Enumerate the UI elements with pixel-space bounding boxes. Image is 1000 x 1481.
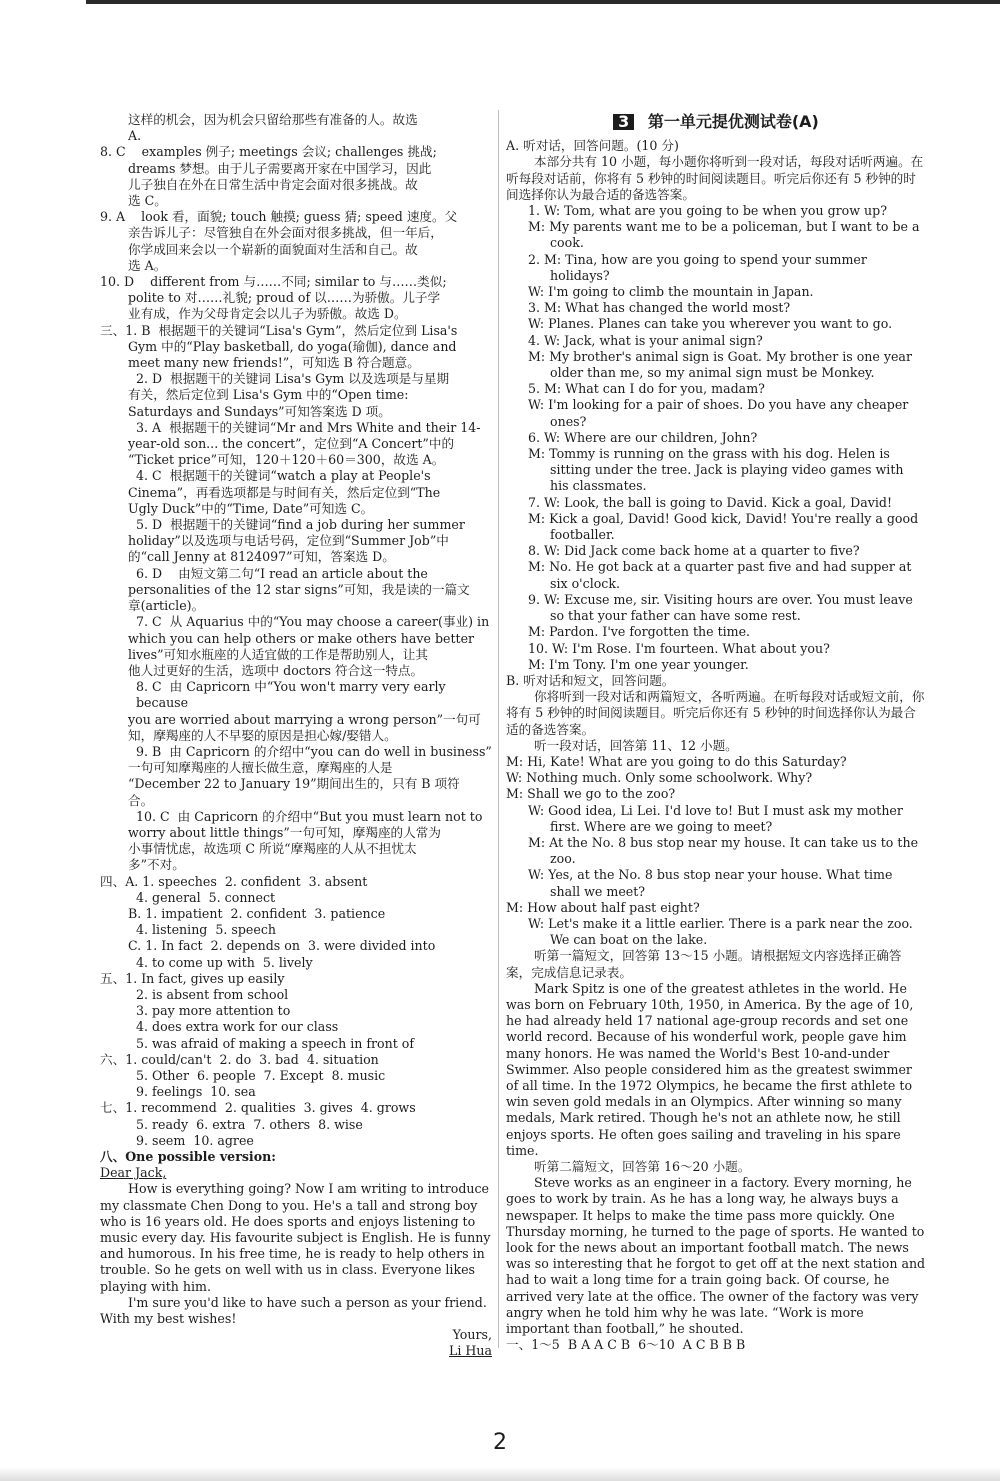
answer-line: 6. D 由短文第二句“I read an article about the bbox=[136, 565, 428, 581]
answer-line: 有关，然后定位到 Lisa's Gym 中的“Open time: bbox=[128, 387, 409, 403]
answer-line: C. 1. In fact 2. depends on 3. were divided into bbox=[128, 938, 436, 954]
answer-line: Ugly Duck”中的“Time, Date”可知选 C。 bbox=[128, 500, 374, 516]
answer-line: 五、1. In fact, gives up easily bbox=[100, 970, 285, 986]
transcript-line: 6. W: Where are our children, John? bbox=[528, 429, 758, 445]
answer-line: 他人过更好的生活，选项中 doctors 符合这一特点。 bbox=[128, 662, 424, 678]
answer-line: 5. Other 6. people 7. Except 8. music bbox=[136, 1067, 386, 1083]
transcript-line: M: I'm Tony. I'm one year younger. bbox=[528, 656, 749, 672]
answer-line: 8. C 由 Capricorn 中“You won't marry very early because bbox=[136, 679, 450, 711]
answer-line: worry about little things”一句可知，摩羯座的人常为 bbox=[128, 824, 441, 840]
answer-line: 选 C。 bbox=[128, 193, 167, 209]
answer-line: 章(article)。 bbox=[128, 598, 205, 614]
answer-line: 3. A 根据题干的关键词“Mr and Mrs White and their 14- bbox=[136, 419, 481, 435]
answer-line: Cinema”，再看选项都是与时间有关，然后定位到“The bbox=[128, 484, 441, 500]
letter-signature: Li Hua bbox=[449, 1343, 492, 1359]
transcript-line: A. 听对话，回答问题。(10 分) bbox=[506, 138, 679, 154]
answer-line: 9. seem 10. agree bbox=[136, 1132, 254, 1148]
answer-line: 亲告诉儿子：尽管独自在外会面对很多挑战，但一年后， bbox=[128, 225, 443, 241]
transcript-line: 1. W: Tom, what are you going to be when you grow up? bbox=[528, 203, 887, 219]
answer-line: 9. B 由 Capricorn 的介绍中“you can do well in business” bbox=[136, 743, 492, 759]
transcript-line: 本部分共有 10 小题，每小题你将听到一段对话，每段对话听两遍。在听每段对话前，你将有 5 秒钟的时间阅读题目。听完后你还有 5 秒钟的时间选择你认为最合适的备选答案。 bbox=[506, 154, 924, 202]
transcript-line: M: Kick a goal, David! Good kick, David! You're really a good footballer. bbox=[528, 510, 923, 543]
answer-line: 四、A. 1. speeches 2. confident 3. absent bbox=[100, 873, 368, 889]
transcript-line: M: No. He got back at a quarter past five and had supper at six o'clock. bbox=[528, 559, 916, 591]
transcript-line: 10. W: I'm Rose. I'm fourteen. What about you? bbox=[528, 640, 830, 656]
transcript-line: M: My brother's animal sign is Goat. My brother is one year older than me, so my animal sign must be Monkey. bbox=[528, 348, 916, 381]
answer-line: 2. is absent from school bbox=[136, 986, 289, 1002]
answer-line: B. 1. impatient 2. confident 3. patience bbox=[128, 905, 386, 921]
answer-line: Gym 中的“Play basketball, do yoga(瑜伽), dance and bbox=[128, 338, 457, 354]
answer-line: 选 A。 bbox=[128, 257, 167, 273]
transcript-line: W: Let's make it a little earlier. There is a park near the zoo. We can boat on the lake. bbox=[528, 915, 917, 948]
transcript-line: 听第二篇短文，回答第 16～20 小题。 bbox=[534, 1159, 751, 1174]
answer-line: A. bbox=[128, 128, 142, 144]
transcript-line: W: Good idea, Li Lei. I'd love to! But I must ask my mother first. Where are we going to meet? bbox=[528, 802, 907, 834]
letter-paragraph: I'm sure you'd like to have such a person as your friend. With my best wishes! bbox=[100, 1294, 491, 1327]
answer-line: 9. feelings 10. sea bbox=[136, 1084, 256, 1100]
transcript-line: B. 听对话和短文，回答问题。 bbox=[506, 672, 675, 688]
transcript-line: W: Yes, at the No. 8 bus stop near your house. What time shall we meet? bbox=[528, 867, 897, 899]
answer-line: which you can help others or make others have better bbox=[128, 630, 475, 646]
answer-line: 的“call Jenny at 8124097”可知，答案选 D。 bbox=[128, 549, 395, 565]
right-column bbox=[506, 112, 930, 1353]
transcript-line: 9. W: Excuse me, sir. Visiting hours are over. You must leave so that your father can have some rest. bbox=[528, 591, 917, 624]
transcript-line: 8. W: Did Jack come back home at a quarter to five? bbox=[528, 543, 860, 559]
answer-line: Saturdays and Sundays”可知答案选 D 项。 bbox=[128, 403, 391, 419]
answer-line: 9. A look 看，面貌; touch 触摸; guess 猜; speed 速度。父 bbox=[100, 209, 458, 225]
listening-transcript bbox=[506, 138, 930, 1353]
answer-line: 4. listening 5. speech bbox=[136, 922, 276, 938]
answer-line: 合。 bbox=[128, 792, 154, 808]
answer-line: 知，摩羯座的人不早娶的原因是担心嫁/娶错人。 bbox=[128, 727, 397, 743]
letter-paragraph: How is everything going? Now I am writing to introduce my classmate Chen Dong to you. He's a tall and strong boy who is 16 years old. He does sports and enjoys listening to music every day. His favourite subject is English. He is funny and humorous. In his free time, he is ready to help others in trouble. So he gets on well with us in class. Everyone likes playing with him. bbox=[100, 1181, 495, 1294]
transcript-line: M: Shall we go to the zoo? bbox=[506, 786, 676, 802]
section-number: 3 bbox=[613, 114, 634, 130]
answer-line: 一句可知摩羯座的人擅长做生意，摩羯座的人是 bbox=[128, 760, 393, 776]
answer-line: 7. C 从 Aquarius 中的“You may choose a career(事业) in bbox=[136, 614, 490, 630]
answer-line: 5. was afraid of making a speech in front of bbox=[136, 1035, 415, 1051]
answer-line: 你学成回来会以一个崭新的面貌面对生活和自己。故 bbox=[128, 241, 418, 257]
transcript-line: 听第一篇短文，回答第 13～15 小题。请根据短文内容选择正确答案，完成信息记录表。 bbox=[506, 948, 902, 980]
sample-letter bbox=[100, 1165, 495, 1359]
answer-line: 业有成，作为父母肯定会以儿子为骄傲。故选 D。 bbox=[128, 306, 407, 322]
answer-line: 六、1. could/can't 2. do 3. bad 4. situation bbox=[100, 1051, 379, 1067]
answer-line: meet many new friends!”，可知选 B 符合题意。 bbox=[128, 355, 420, 371]
answer-line: 10. D different from 与……不同; similar to 与……类似; bbox=[100, 274, 447, 290]
answer-line: personalities of the 12 star signs”可知，我是读的一篇文 bbox=[128, 581, 470, 597]
answer-line: 儿子独自在外在日常生活中肯定会面对很多挑战。故 bbox=[128, 176, 418, 192]
answer-line: “Ticket price”可知，120＋120＋60＝300，故选 A。 bbox=[128, 452, 445, 468]
top-border bbox=[86, 0, 1000, 4]
transcript-line: 5. M: What can I do for you, madam? bbox=[528, 381, 765, 397]
answer-line: 8. C examples 例子; meetings 会议; challenges 挑战; bbox=[100, 144, 437, 160]
answer-line: year-old son... the concert”，定位到“A Concert”中的 bbox=[128, 436, 455, 452]
answer-line: dreams 梦想。由于儿子需要离开家在中国学习，因此 bbox=[128, 160, 432, 176]
answer-line: 八、One possible version: bbox=[100, 1149, 276, 1164]
scan-edge bbox=[0, 1467, 1000, 1481]
transcript-line: 你将听到一段对话和两篇短文，各听两遍。在听每段对话或短文前，你将有 5 秒钟的时间阅读题目。听完后你还有 5 秒钟的时间选择你认为最合适的备选答案。 bbox=[506, 689, 925, 737]
letter-closing: Yours, bbox=[452, 1327, 492, 1343]
answer-line: 4. does extra work for our class bbox=[136, 1019, 339, 1035]
transcript-line: W: Planes. Planes can take you wherever you want to go. bbox=[528, 316, 893, 332]
transcript-line: Steve works as an engineer in a factory. Every morning, he goes to work by train. As he has a long way, he always buys a newspaper. It helps to make the time pass more quickly. One Thursday morning, he turned to the page of sports. He wanted to look for the news about an important football match. The news was so interesting that he forgot to get off at the next station and had to wait a long time for a train going back. Of course, he arrived very late at the office. The owner of the factory was very angry when he told him why he was late. “Work is more important than football,” he shouted. bbox=[506, 1175, 930, 1337]
answer-line: holiday”以及选项与电话号码，定位到“Summer Job”中 bbox=[128, 533, 449, 549]
letter-greeting: Dear Jack, bbox=[100, 1165, 167, 1181]
answer-line: 5. ready 6. extra 7. others 8. wise bbox=[136, 1116, 363, 1132]
answer-line: lives”可知水瓶座的人适宜做的工作是帮助别人，让其 bbox=[128, 646, 428, 662]
page-number: 2 bbox=[493, 1430, 507, 1455]
answer-line: 这样的机会，因为机会只留给那些有准备的人。故选 bbox=[128, 112, 418, 127]
answer-line: 小事情忧虑，故选项 C 所说“摩羯座的人从不担忧太 bbox=[128, 841, 417, 857]
answer-line: 3. pay more attention to bbox=[136, 1003, 291, 1019]
answer-line: polite to 对……礼貌; proud of 以……为骄傲。儿子学 bbox=[128, 290, 441, 306]
left-column bbox=[100, 112, 495, 1360]
transcript-line: W: Nothing much. Only some schoolwork. Why? bbox=[506, 770, 813, 786]
answer-line: 10. C 由 Capricorn 的介绍中“But you must learn not to bbox=[136, 808, 483, 824]
transcript-line: W: I'm looking for a pair of shoes. Do you have any cheaper ones? bbox=[528, 397, 913, 429]
answer-line: 4. to come up with 5. lively bbox=[136, 954, 313, 970]
answer-line: 多”不对。 bbox=[128, 857, 185, 873]
section-title bbox=[506, 114, 926, 130]
transcript-line: 一、1～5 B A A C B 6～10 A C B B B bbox=[506, 1337, 746, 1353]
transcript-line: M: Hi, Kate! What are you going to do this Saturday? bbox=[506, 753, 847, 769]
answer-line: 三、1. B 根据题干的关键词“Lisa's Gym”，然后定位到 Lisa's bbox=[100, 322, 458, 338]
answer-line: “December 22 to January 19”期间出生的，只有 B 项符 bbox=[128, 776, 460, 792]
transcript-line: Mark Spitz is one of the greatest athletes in the world. He was born on February 10th, 1950, in America. By the age of 10, he had already held 17 national age-group records and set one world record. Because of his wonderful work, people gave him many honors. He was named the World's Best 10-and-under Swimmer. Also people considered him as the greatest swimmer of all time. In the 1972 Olympics, he became the first athlete to win seven gold medals in an Olympics. After winning so many medals, Mark retired. Though he's not an athlete now, he still enjoys sports. He often goes sailing and traveling in his spare time. bbox=[506, 980, 918, 1158]
transcript-line: 7. W: Look, the ball is going to David. Kick a goal, David! bbox=[528, 494, 893, 510]
answer-line: you are worried about marrying a wrong person”一句可 bbox=[128, 711, 481, 727]
answer-line: 2. D 根据题干的关键词 Lisa's Gym 以及选项是与星期 bbox=[136, 371, 450, 387]
answer-line: 4. C 根据题干的关键词“watch a play at People's bbox=[136, 468, 431, 484]
transcript-line: 2. M: Tina, how are you going to spend your summer holidays? bbox=[528, 251, 871, 283]
transcript-line: 4. W: Jack, what is your animal sign? bbox=[528, 332, 763, 348]
transcript-line: M: My parents want me to be a policeman, but I want to be a cook. bbox=[528, 219, 924, 251]
left-answer-lines bbox=[100, 112, 492, 1165]
transcript-line: M: How about half past eight? bbox=[506, 899, 700, 915]
transcript-line: 3. M: What has changed the world most? bbox=[528, 300, 791, 316]
column-divider bbox=[498, 110, 499, 1348]
transcript-line: M: At the No. 8 bus stop near my house. It can take us to the zoo. bbox=[528, 834, 923, 867]
answer-line: 七、1. recommend 2. qualities 3. gives 4. grows bbox=[100, 1100, 416, 1116]
transcript-line: M: Pardon. I've forgotten the time. bbox=[528, 624, 751, 640]
section-title-text: 第一单元提优测试卷(A) bbox=[647, 112, 819, 131]
answer-line: 4. general 5. connect bbox=[136, 889, 276, 905]
transcript-line: 听一段对话，回答第 11、12 小题。 bbox=[534, 737, 738, 753]
transcript-line: W: I'm going to climb the mountain in Japan. bbox=[528, 284, 814, 300]
answer-line: 5. D 根据题干的关键词“find a job during her summer bbox=[136, 517, 465, 533]
transcript-line: M: Tommy is running on the grass with his dog. Helen is sitting under the tree. Jack is playing video games with his classmates. bbox=[528, 446, 908, 494]
